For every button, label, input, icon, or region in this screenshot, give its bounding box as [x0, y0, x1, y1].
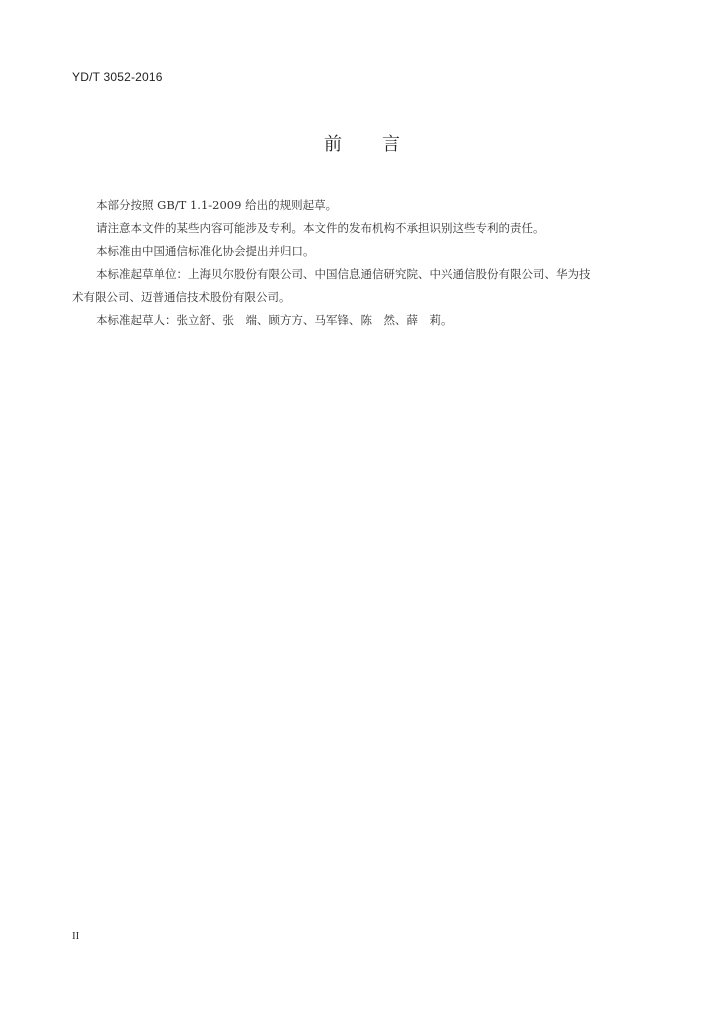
page-number: II	[72, 930, 80, 942]
paragraph-drafting-rules: 本部分按照 GB/T 1.1-2009 给出的规则起草。	[96, 198, 338, 212]
drafting-units-line-2: 术有限公司、迈普通信技术股份有限公司。	[72, 290, 291, 304]
document-body	[72, 194, 654, 332]
drafting-units-line-1: 本标准起草单位：上海贝尔股份有限公司、中国信息通信研究院、中兴通信股份有限公司、华为技	[96, 267, 591, 281]
paragraph-proposer: 本标准由中国通信标准化协会提出并归口。	[96, 244, 315, 258]
paragraph-drafters: 本标准起草人：张立舒、张 端、顾方方、马军锋、陈 然、薛 莉。	[96, 313, 453, 327]
doc-code: YD/T 3052-2016	[72, 70, 163, 84]
paragraph-drafting-units	[72, 263, 654, 309]
page-title: 前言	[324, 134, 440, 155]
paragraph-patent-notice: 请注意本文件的某些内容可能涉及专利。本文件的发布机构不承担识别这些专利的责任。	[96, 221, 545, 235]
